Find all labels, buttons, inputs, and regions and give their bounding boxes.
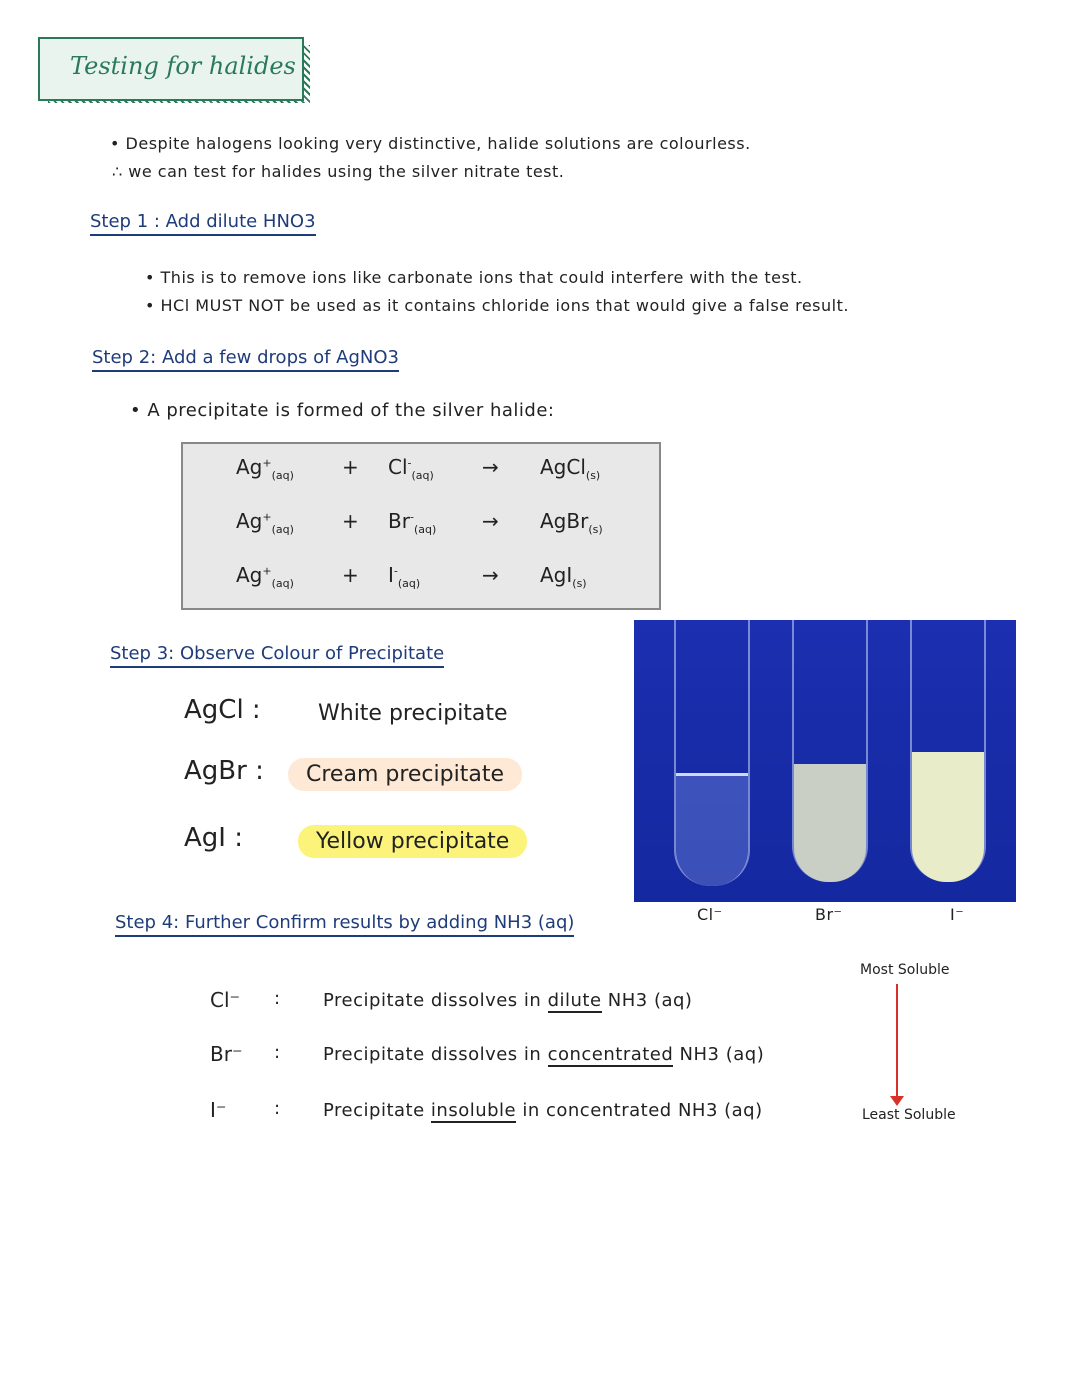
equation-product (540, 563, 587, 590)
page-title: Testing for halides (70, 52, 296, 80)
ion-label: I⁻ (210, 1098, 227, 1122)
precipitate-compound: AgCl : (184, 695, 261, 725)
state: (s) (588, 523, 603, 536)
symbol: Ag (236, 563, 263, 587)
formula: AgCl (540, 455, 586, 479)
plus-sign: + (342, 563, 359, 587)
equation-reactant-silver (236, 509, 294, 536)
charge: + (262, 456, 272, 470)
equation-reactant-silver (236, 563, 294, 590)
intro-line: • Despite halogens looking very distinctive, halide solutions are colourless. (110, 134, 751, 153)
state: (s) (572, 577, 587, 590)
step4-heading: Step 4: Further Confirm results by adding NH3 (aq) (115, 912, 574, 937)
reaction-arrow: → (482, 563, 499, 587)
equation-reactant-halide (388, 509, 436, 536)
result-part: Precipitate (323, 1100, 425, 1121)
result-part: NH3 (aq) (607, 990, 693, 1011)
reaction-arrow: → (482, 509, 499, 533)
result-part: Precipitate dissolves in (323, 990, 542, 1011)
result-text (323, 1044, 764, 1065)
equation-product (540, 509, 603, 536)
step1-heading: Step 1 : Add dilute HNO3 (90, 211, 316, 236)
charge: - (409, 510, 414, 524)
step1-bullet: • This is to remove ions like carbonate ions that could interfere with the test. (145, 268, 803, 287)
equation-product (540, 455, 600, 482)
step2-text: • A precipitate is formed of the silver halide: (130, 400, 555, 421)
equation-reactant-halide (388, 455, 434, 482)
plus-sign: + (342, 455, 359, 479)
symbol: I (388, 563, 394, 587)
symbol: Ag (236, 455, 263, 479)
equation-reactant-silver (236, 455, 294, 482)
plus-sign: + (342, 509, 359, 533)
charge: + (262, 510, 272, 524)
equation-reactant-halide (388, 563, 420, 590)
step3-heading: Step 3: Observe Colour of Precipitate (110, 643, 444, 668)
ion-label: Br⁻ (210, 1042, 243, 1066)
result-emphasis: concentrated (547, 1044, 674, 1065)
result-part: NH3 (aq) (679, 1044, 765, 1065)
state: (aq) (397, 577, 421, 590)
test-tube-chloride (674, 620, 750, 886)
charge: + (262, 564, 272, 578)
step2-heading: Step 2: Add a few drops of AgNO3 (92, 347, 399, 372)
intro-line: ∴ we can test for halides using the silver nitrate test. (112, 162, 565, 181)
state: (aq) (271, 469, 294, 482)
precipitate-colour: Yellow precipitate (298, 825, 527, 858)
formula: AgBr (540, 509, 589, 533)
symbol: Br (388, 509, 410, 533)
result-emphasis: insoluble (430, 1100, 517, 1121)
state: (aq) (413, 523, 437, 536)
result-part: Precipitate dissolves in (323, 1044, 542, 1065)
ion-label: Cl⁻ (210, 988, 241, 1012)
precipitate-colour: White precipitate (318, 701, 508, 726)
test-tube-bromide (792, 620, 868, 882)
result-part: in concentrated NH3 (aq) (522, 1100, 763, 1121)
colon: : (274, 1042, 281, 1063)
symbol: Ag (236, 509, 263, 533)
state: (aq) (411, 469, 434, 482)
photo-label: I⁻ (950, 905, 965, 924)
arrow-head-icon (890, 1096, 904, 1106)
precipitate-compound: AgBr : (184, 756, 264, 786)
step1-bullet: • HCl MUST NOT be used as it contains chloride ions that would give a false result. (145, 296, 849, 315)
result-text (323, 990, 692, 1011)
precipitate-compound: AgI : (184, 823, 243, 853)
result-text (323, 1100, 763, 1121)
colon: : (274, 988, 281, 1009)
photo-label: Cl⁻ (697, 905, 723, 924)
state: (aq) (271, 523, 294, 536)
least-soluble-label: Least Soluble (862, 1107, 956, 1123)
photo-label: Br⁻ (815, 905, 843, 924)
state: (s) (585, 469, 601, 482)
test-tube-photo (634, 620, 1016, 902)
precipitate-colour: Cream precipitate (288, 758, 522, 791)
charge: - (407, 456, 412, 470)
formula: AgI (540, 563, 573, 587)
reaction-arrow: → (482, 455, 499, 479)
most-soluble-label: Most Soluble (860, 962, 950, 978)
result-emphasis: dilute (547, 990, 602, 1011)
symbol: Cl (388, 455, 408, 479)
test-tube-iodide (910, 620, 986, 882)
colon: : (274, 1098, 281, 1119)
state: (aq) (271, 577, 294, 590)
solubility-arrow (896, 984, 898, 1102)
charge: - (393, 564, 398, 578)
